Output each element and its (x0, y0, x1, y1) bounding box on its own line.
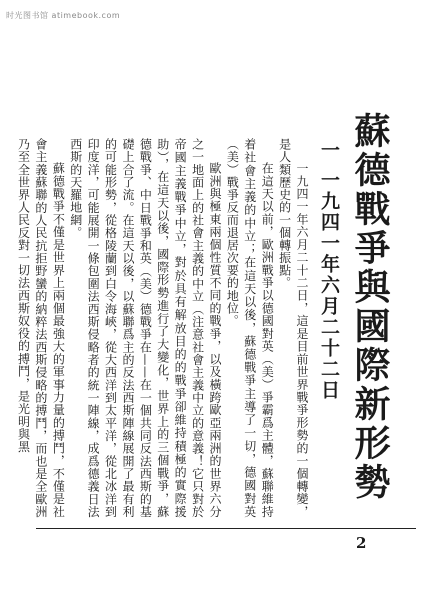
page-number: 2 (356, 534, 367, 552)
body-text (16, 138, 310, 518)
chapter-title: 蘇德戰爭與國際新形勢 (349, 112, 391, 502)
paragraph: 一九四一年六月二十二日，這是目前世界戰爭形勢的一個轉變，是人類歷史的一個轉振點。 (277, 138, 309, 518)
section-heading: 一 一九四一年六月二十二日 (318, 140, 340, 401)
footer-rule (36, 528, 416, 529)
paragraph: 蘇德戰爭不僅是世界上兩個最強大的軍事力量的搏鬥，不僅是社會主義蘇聯的人民抗拒野蠻的納粹法西斯侵略的搏鬥，而也是全歐洲乃至全世界人民反對一切法西斯奴役的搏鬥，是光明與黑 (16, 138, 66, 518)
paragraph: 歐洲與極東兩個性質不同的戰爭，以及橫跨歐亞兩洲的世界六分之一地面上的社會主義的中立（注意社會主義中立的意義！它只對於帝國主義戰爭中立，對於具有解放目的的戰爭卻維持積極的實際援助），在這天以後，國際形勢進行了大變化，世界上的三個戰爭，蘇德戰爭、中日戰爭和英（美）德戰爭在——在一個共同反法西斯的基礎上合了流。在這天以後，以蘇聯爲主的反法西斯陣線展開了最有利的可能形勢，從格陵蘭到白令海峽，從大西洋到太平洋，從北冰洋到印度洋，可能展開一條包圍法西斯侵略者的統一陣線，成爲德義日法西斯的天羅地網。 (68, 138, 222, 518)
paragraph: 在這天以前，歐洲戰爭以德國對英（美）爭霸爲主體，蘇聯維持着社會主義的中立；在這天以後，蘇德戰爭主導了一切，德國對英（美）戰爭反而退居次要的地位。 (225, 138, 275, 518)
watermark: 时光图书馆 atimebook.com (6, 11, 121, 20)
